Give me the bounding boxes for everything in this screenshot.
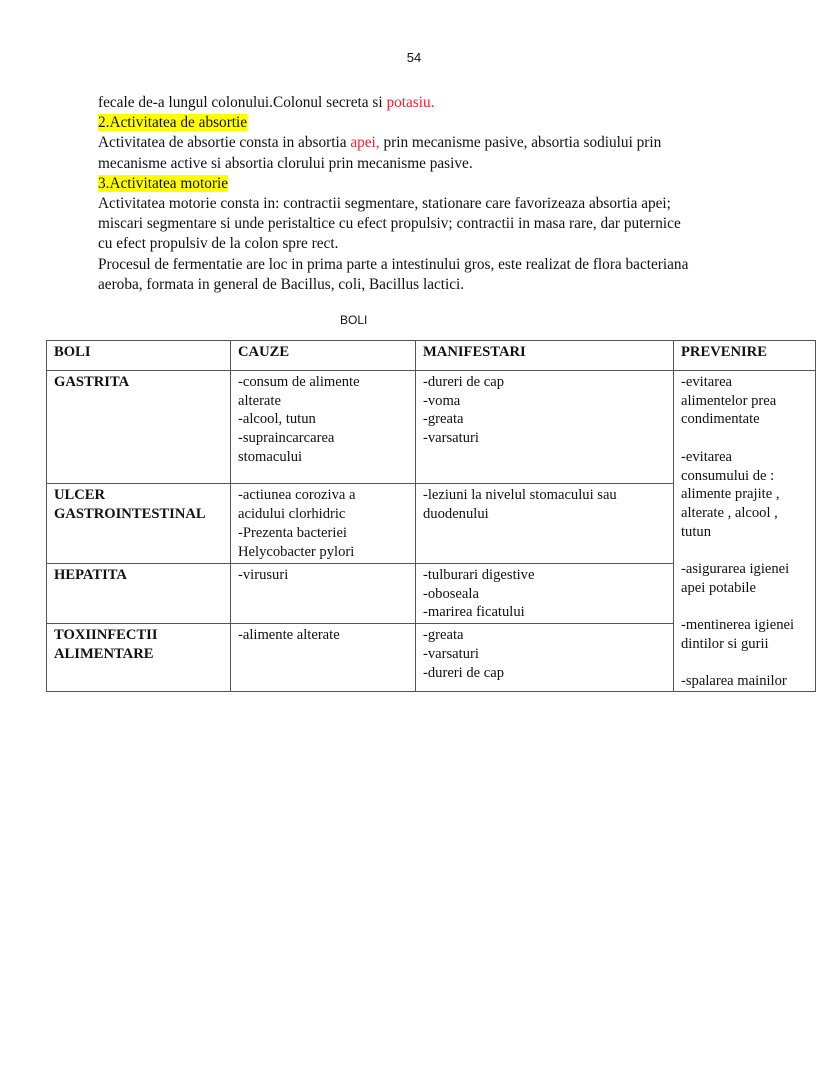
cell-line: -Prezenta bacteriei	[238, 524, 347, 541]
cell-line: apei potabile	[681, 579, 756, 596]
spacer	[681, 654, 808, 673]
cell-line: duodenului	[423, 506, 489, 523]
body-text	[98, 93, 688, 295]
cell-line: -alcool, tutun	[238, 411, 316, 428]
header-prevenire: PREVENIRE	[674, 341, 816, 371]
spacer	[681, 597, 808, 616]
cell-causes	[231, 484, 416, 564]
cell-line: -greata	[423, 627, 464, 644]
cell-line: -varsaturi	[423, 430, 479, 447]
cell-line: acidului clorhidric	[238, 506, 346, 523]
cell-causes	[231, 371, 416, 484]
cell-line: stomacului	[238, 448, 303, 465]
cell-line: -virusuri	[238, 566, 289, 583]
cell-line: -actiunea coroziva a	[238, 487, 356, 504]
cell-line: HEPATITA	[54, 566, 127, 583]
cell-line: condimentate	[681, 411, 760, 428]
cell-line: -spalarea mainilor	[681, 673, 787, 690]
table-row	[47, 371, 816, 484]
section-heading	[98, 174, 688, 194]
cell-line: alterate , alcool ,	[681, 504, 778, 521]
text: Activitatea de absortie consta in absortia	[98, 134, 351, 152]
cell-manifestations	[416, 371, 674, 484]
cell-line: dintilor si gurii	[681, 635, 769, 652]
paragraph-line	[98, 133, 688, 153]
paragraph-line	[98, 93, 688, 113]
cell-line: -tulburari digestive	[423, 566, 535, 583]
cell-line: -dureri de cap	[423, 664, 505, 681]
spacer	[681, 429, 808, 448]
cell-line: alimente prajite ,	[681, 486, 780, 503]
header-manifestari: MANIFESTARI	[416, 341, 674, 371]
cell-line: -evitarea	[681, 448, 733, 465]
cell-causes	[231, 563, 416, 623]
cell-line: tutun	[681, 523, 711, 540]
cell-line: -supraincarcarea	[238, 430, 335, 447]
cell-line: Helycobacter pylori	[238, 543, 355, 560]
cell-line: -alimente alterate	[238, 627, 340, 644]
diseases-table	[46, 340, 816, 692]
cell-disease	[47, 624, 231, 692]
cell-line: -oboseala	[423, 585, 479, 602]
cell-line: ULCER	[54, 487, 106, 504]
heading-motorie: 3.Activitatea motorie	[98, 174, 228, 192]
cell-disease	[47, 371, 231, 484]
header-boli: BOLI	[47, 341, 231, 371]
cell-line: -dureri de cap	[423, 374, 505, 390]
section-heading	[98, 113, 688, 133]
cell-line: TOXIINFECTII	[54, 627, 158, 644]
cell-line: GASTRITA	[54, 374, 130, 390]
cell-line: -voma	[423, 392, 461, 409]
paragraph-line: mecanisme active si absortia clorului prin mecanisme pasive.	[98, 154, 473, 172]
text: prin mecanisme pasive, absortia sodiului prin	[379, 134, 662, 152]
cell-prevention	[674, 371, 816, 692]
cell-line: -mentinerea igienei	[681, 617, 795, 634]
cell-line: -leziuni la nivelul stomacului sau	[423, 487, 617, 504]
cell-disease	[47, 563, 231, 623]
cell-line: -varsaturi	[423, 646, 479, 663]
paragraph-line: miscari segmentare si unde peristaltice cu efect propulsiv; contractii in masa rare, dar puternice	[98, 215, 681, 233]
cell-line: -greata	[423, 411, 464, 428]
cell-manifestations	[416, 563, 674, 623]
header-cauze: CAUZE	[231, 341, 416, 371]
cell-line: alimentelor prea	[681, 392, 777, 409]
cell-line: -marirea ficatului	[423, 604, 525, 621]
paragraph-line: Procesul de fermentatie are loc in prima parte a intestinului gros, este realizat de flora bacteriana	[98, 255, 689, 273]
cell-line: -evitarea	[681, 374, 733, 390]
cell-line: ALIMENTARE	[54, 646, 154, 663]
cell-causes	[231, 624, 416, 692]
cell-disease	[47, 484, 231, 564]
cell-line: alterate	[238, 392, 281, 409]
cell-line: GASTROINTESTINAL	[54, 506, 206, 523]
paragraph-line: aeroba, formata in general de Bacillus, coli, Bacillus lactici.	[98, 275, 465, 293]
heading-absortie: 2.Activitatea de absortie	[98, 114, 248, 132]
page-number: 54	[406, 50, 422, 65]
paragraph-line: cu efect propulsiv de la colon spre rect.	[98, 235, 339, 253]
highlighted-red-text: apei,	[350, 134, 380, 152]
cell-line: -asigurarea igienei	[681, 561, 790, 577]
spacer	[681, 541, 808, 560]
highlighted-red-text: potasiu.	[386, 94, 435, 111]
cell-manifestations	[416, 484, 674, 564]
table-caption: BOLI	[340, 313, 368, 327]
cell-manifestations	[416, 624, 674, 692]
table-header-row	[47, 341, 816, 371]
paragraph-line: Activitatea motorie consta in: contractii segmentare, stationare care favorizeaza absortia apei;	[98, 195, 671, 213]
cell-line: -consum de alimente	[238, 374, 360, 390]
cell-line: consumului de :	[681, 467, 775, 484]
text: fecale de-a lungul colonului.Colonul secreta si	[98, 94, 387, 111]
